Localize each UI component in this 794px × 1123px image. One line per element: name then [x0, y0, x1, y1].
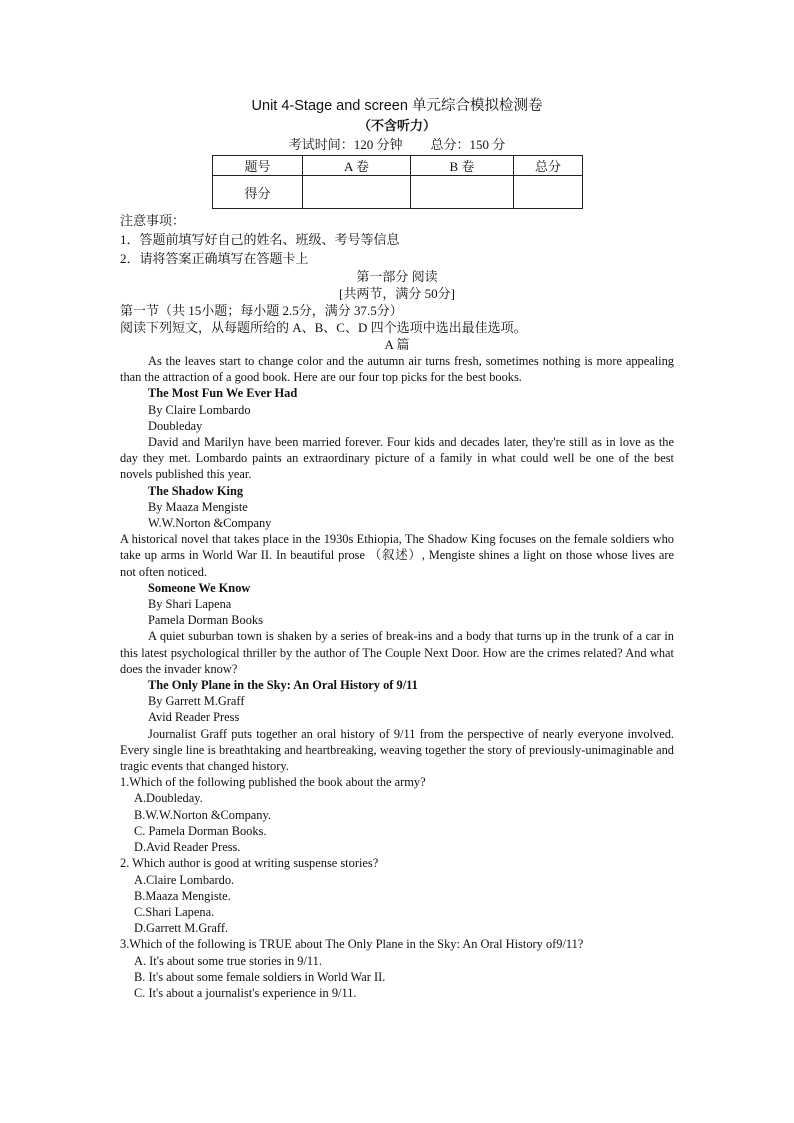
- question-option: A.Doubleday.: [134, 791, 203, 806]
- book-title: Someone We Know: [148, 580, 251, 595]
- page-content: [120, 96, 674, 1001]
- question-option: C.Shari Lapena.: [134, 904, 215, 919]
- book-publisher: Doubleday: [148, 418, 203, 433]
- page-subtitle: （不含听力）: [357, 118, 436, 133]
- score-cell-a[interactable]: [303, 176, 411, 209]
- question-option: B. It's about some female soldiers in World War II.: [134, 969, 386, 984]
- page-title: Unit 4-Stage and screen 单元综合模拟检测卷: [251, 98, 543, 114]
- score-table-row: [213, 176, 583, 209]
- header-cell: 总分: [514, 156, 583, 176]
- header-cell: A 卷: [303, 156, 411, 176]
- book-author: By Claire Lombardo: [148, 402, 251, 417]
- book-title: The Only Plane in the Sky: An Oral History of 9/11: [148, 678, 418, 693]
- book-publisher: Pamela Dorman Books: [148, 613, 263, 628]
- question-stem: 1.Which of the following published the book about the army?: [120, 775, 426, 790]
- question-stem: 3.Which of the following is TRUE about The Only Plane in the Sky: An Oral History of9/11?: [120, 937, 584, 952]
- book-description: A quiet suburban town is shaken by a series of break-ins and a body that turns up in the trunk of a car in this latest psychological thriller by the author of The Couple Next Door. How are the crimes related? And what does the invader know?: [120, 629, 674, 676]
- score-table-header: [213, 156, 583, 176]
- book-description: David and Marilyn have been married forever. Four kids and decades later, they're still as in love as the day they met. Lombardo paints an extraordinary picture of a family in what could well be one of the best novels published this year.: [120, 435, 674, 482]
- book-entry: [120, 385, 674, 482]
- book-description: A historical novel that takes place in the 1930s Ethiopia, The Shadow King focuses on the female soldiers who take up arms in World War II. In beautiful prose （叙述）, Mengiste shines a light on those whose lives are not often noticed.: [120, 532, 674, 579]
- exam-total: 总分：150 分: [430, 137, 506, 152]
- score-table: [212, 155, 583, 209]
- part-title: 第一部分 阅读: [356, 269, 438, 284]
- book-author: By Shari Lapena: [148, 597, 232, 612]
- question-option: B.Maaza Mengiste.: [134, 888, 231, 903]
- question-option: D.Garrett M.Graff.: [134, 921, 229, 936]
- question-option: D.Avid Reader Press.: [134, 840, 241, 855]
- section-title: 第一节（共 15小题；每小题 2.5分，满分 37.5分）: [120, 303, 403, 318]
- question-option: C. It's about a journalist's experience in 9/11.: [134, 985, 357, 1000]
- book-author: By Maaza Mengiste: [148, 499, 248, 514]
- question-option: A.Claire Lombardo.: [134, 872, 235, 887]
- question-option: C. Pamela Dorman Books.: [134, 823, 267, 838]
- passage-intro: As the leaves start to change color and the autumn air turns fresh, sometimes nothing is more appealing than the attraction of a good book. Here are our four top picks for the best books.: [120, 354, 674, 385]
- exam-time: 考试时间：120 分钟: [288, 137, 403, 152]
- exam-info: [120, 136, 674, 154]
- book-entry: [120, 677, 674, 774]
- book-entry: [120, 483, 674, 580]
- score-cell-total[interactable]: [514, 176, 583, 209]
- question: [120, 855, 674, 936]
- notes-title: 注意事项：: [120, 213, 186, 228]
- book-title: The Shadow King: [148, 483, 244, 498]
- question-option: B.W.W.Norton &Company.: [134, 807, 271, 822]
- book-entry: [120, 580, 674, 677]
- header-cell: B 卷: [411, 156, 514, 176]
- score-cell-b[interactable]: [411, 176, 514, 209]
- book-title: The Most Fun We Ever Had: [148, 386, 298, 401]
- note-item: 1．答题前填写好自己的姓名、班级、考号等信息: [120, 232, 400, 247]
- question-stem: 2. Which author is good at writing suspense stories?: [120, 856, 379, 871]
- question: [120, 936, 674, 1001]
- note-item: 2．请将答案正确填写在答题卡上: [120, 251, 309, 266]
- passage-label: A 篇: [384, 337, 410, 352]
- book-publisher: Avid Reader Press: [148, 710, 240, 725]
- header-cell: 题号: [213, 156, 303, 176]
- row-label-cell: 得分: [213, 176, 303, 209]
- book-author: By Garrett M.Graff: [148, 694, 245, 709]
- part-desc: [共两节，满分 50分]: [339, 286, 455, 301]
- section-instruction: 阅读下列短文，从每题所给的 A、B、C、D 四个选项中选出最佳选项。: [120, 320, 527, 335]
- question-option: A. It's about some true stories in 9/11.: [134, 953, 322, 968]
- book-publisher: W.W.Norton &Company: [148, 516, 272, 531]
- question: [120, 774, 674, 855]
- book-description: Journalist Graff puts together an oral history of 9/11 from the perspective of nearly everyone involved. Every single line is breathtaking and heartbreaking, weaving together the story of previously-unimaginable and tragic events that changed history.: [120, 726, 674, 774]
